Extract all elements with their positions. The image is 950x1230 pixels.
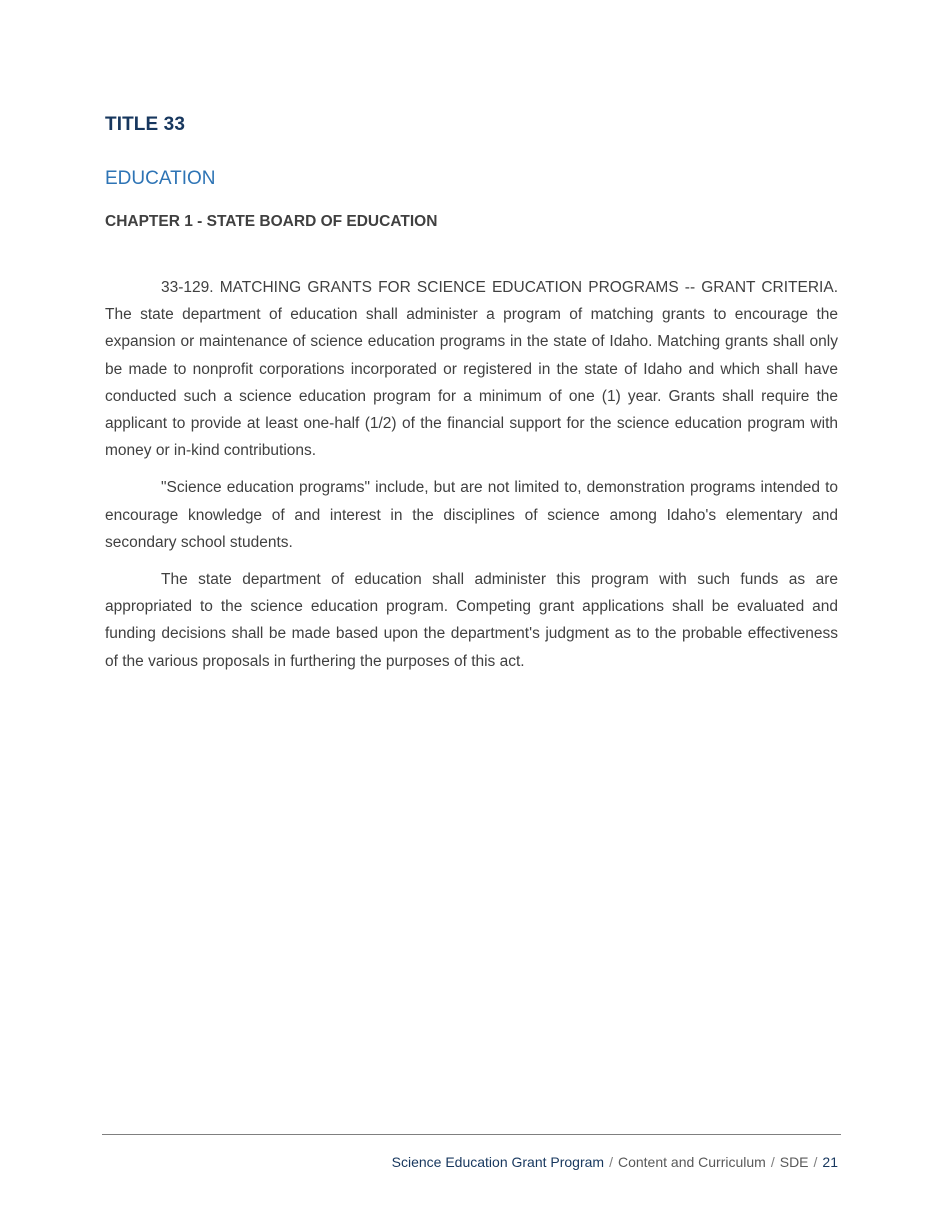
- footer-section: Content and Curriculum: [617, 1154, 766, 1170]
- chapter-heading: CHAPTER 1 - STATE BOARD OF EDUCATION: [105, 213, 438, 230]
- statute-body: [105, 274, 838, 685]
- statute-paragraph: "Science education programs" include, but are not limited to, demonstration programs intended to encourage knowledge of and interest in the disciplines of science among Idaho's elementary and secondary school students.: [105, 479, 838, 551]
- page-title: TITLE 33: [105, 114, 185, 135]
- footer-separator: /: [770, 1154, 775, 1170]
- footer-document-name: Science Education Grant Program: [391, 1154, 605, 1170]
- page-subtitle: EDUCATION: [105, 168, 216, 189]
- page-number: 21: [822, 1154, 838, 1170]
- statute-paragraph: The state department of education shall administer this program with such funds as are appropriated to the science education program. Competing grant applications shall be evaluated and funding decisions shall be made based upon the department's judgment as to the probable effectiveness of the various proposals in furthering the purposes of this act.: [105, 571, 838, 670]
- footer-separator: /: [609, 1154, 613, 1170]
- footer-agency: SDE: [779, 1154, 809, 1170]
- footer-divider: [102, 1134, 841, 1135]
- page-footer: [392, 1154, 838, 1170]
- footer-separator: /: [813, 1154, 818, 1170]
- statute-paragraph: 33-129. MATCHING GRANTS FOR SCIENCE EDUCATION PROGRAMS -- GRANT CRITERIA. The state department of education shall administer a program of matching grants to encourage the expansion or maintenance of science education programs in the state of Idaho. Matching grants shall only be made to nonprofit corporations incorporated or registered in the state of Idaho and which shall have conducted such a science education program for a minimum of one (1) year. Grants shall require the applicant to provide at least one-half (1/2) of the financial support for the science education program with money or in-kind contributions.: [105, 279, 838, 460]
